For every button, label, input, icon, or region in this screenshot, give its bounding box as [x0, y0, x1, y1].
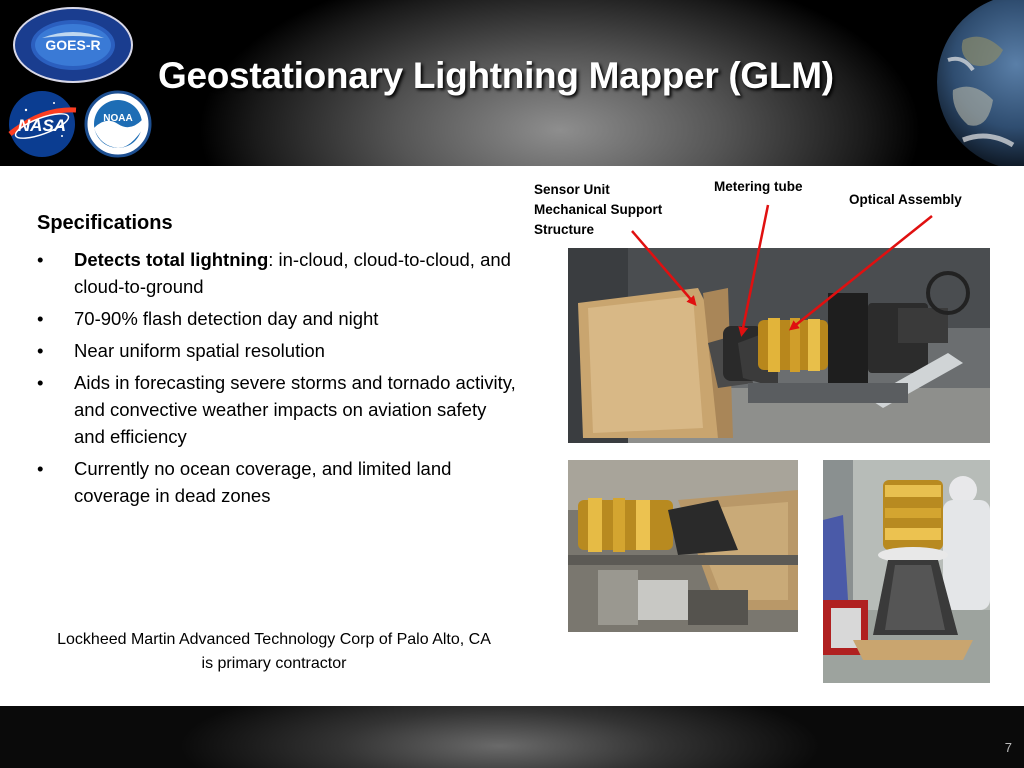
callout-optical-assembly: Optical Assembly [849, 192, 962, 207]
contractor-line-1: Lockheed Martin Advanced Technology Corp of Palo Alto, CA [57, 631, 491, 648]
page-number: 7 [1004, 740, 1012, 755]
svg-text:NOAA: NOAA [103, 113, 133, 124]
svg-text:NASA: NASA [17, 116, 67, 135]
bullet-icon: • [37, 372, 44, 393]
spec-item-text: : in-cloud, cloud-to-cloud, and cloud-to-ground [74, 249, 511, 297]
arrow-metering-tube [742, 205, 768, 333]
callout-line: Sensor Unit [534, 182, 610, 197]
callout-metering-tube: Metering tube [714, 179, 803, 194]
spec-item-bold: Detects total lightning [74, 249, 269, 270]
arrow-optical-assembly [792, 216, 932, 328]
spec-item-text: Currently no ocean coverage, and limited land coverage in dead zones [74, 458, 452, 506]
spec-item-text: 70-90% flash detection day and night [74, 308, 379, 329]
bullet-icon: • [37, 340, 44, 361]
slide-footer [0, 706, 1024, 768]
contractor-line-2: is primary contractor [201, 655, 347, 672]
spec-item-text: Near uniform spatial resolution [74, 340, 325, 361]
svg-text:GOES-R: GOES-R [45, 37, 101, 53]
slide-title: Geostationary Lightning Mapper (GLM) [158, 55, 834, 96]
callout-line: Mechanical Support [534, 202, 663, 217]
callout-line: Structure [534, 222, 595, 237]
bullet-icon: • [37, 308, 44, 329]
bullet-icon: • [37, 249, 44, 270]
arrow-sensor-unit [632, 231, 694, 303]
bullet-icon: • [37, 458, 44, 479]
spec-item-text: Aids in forecasting severe storms and tornado activity, and convective weather impacts on aviation safety and efficiency [74, 372, 516, 447]
specifications-heading: Specifications [37, 212, 173, 234]
